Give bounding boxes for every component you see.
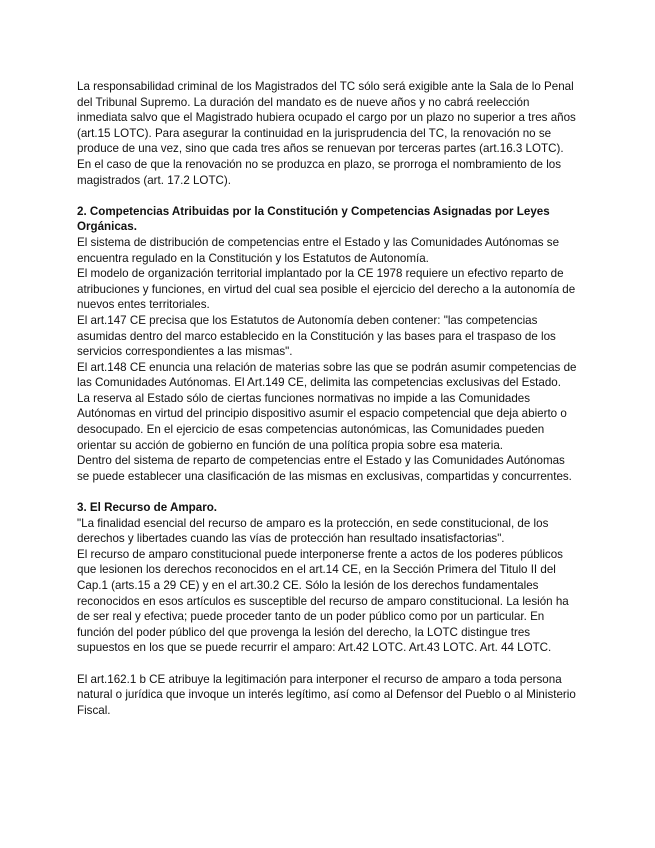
section-2-paragraph-5: La reserva al Estado sólo de ciertas funciones normativas no impide a las Comunidades Autónomas en virtud del principio dispositivo asumir el espacio competencial que deja abierto o desocupado. En el ejercicio de esas competencias autonómicas, las Comunidades pueden orientar su acción de gobierno en función de una política propia sobre esa materia.	[77, 391, 567, 452]
section-3-paragraph-2: El recurso de amparo constitucional puede interponerse frente a actos de los poderes públicos que lesionen los derechos reconocidos en el art.14 CE, en la Sección Primera del Titulo II del Cap.1 (arts.15 a 29 CE) y en el art.30.2 CE. Sólo la lesión de los derechos fundamentales reconocidos en esos artículos es susceptible del recurso de amparo constitucional. La lesión ha de ser real y efectiva; puede proceder tanto de un poder público como por un particular. En función del poder público del que provenga la lesión del derecho, la LOTC distingue tres supuestos en los que se puede recurrir el amparo: Art.42 LOTC. Art.43 LOTC. Art. 44 LOTC.	[77, 547, 569, 655]
section-3-heading: 3. El Recurso de Amparo.	[77, 501, 218, 515]
section-2-paragraph-1: El sistema de distribución de competencias entre el Estado y las Comunidades Autónomas se encuentra regulado en la Constitución y los Estatutos de Autonomía.	[77, 235, 560, 265]
section-2-paragraph-2: El modelo de organización territorial implantado por la CE 1978 requiere un efectivo reparto de atribuciones y funciones, en virtud del cual sea posible el ejercicio del derecho a la autonomía de nuevos entes territoriales.	[77, 267, 576, 312]
paragraph-spacer	[77, 656, 577, 672]
section-3-paragraph-1: "La finalidad esencial del recurso de amparo es la protección, en sede constitucional, de los derechos y libertades cuando las vías de protección han resultado insatisfactorias".	[77, 516, 549, 546]
paragraph-spacer	[77, 188, 577, 204]
section-2-paragraph-3: El art.147 CE precisa que los Estatutos de Autonomía deben contener: "las competencias asumidas dentro del marco establecido en la Constitución y las bases para el traspaso de los servicios correspondientes a las mismas".	[77, 313, 556, 359]
section-2-paragraph-6: Dentro del sistema de reparto de competencias entre el Estado y las Comunidades Autónomas se puede establecer una clasificación de las mismas en exclusivas, compartidas y concurrentes.	[77, 454, 572, 483]
intro-paragraph: La responsabilidad criminal de los Magistrados del TC sólo será exigible ante la Sala de lo Penal del Tribunal Supremo. La duración del mandato es de nueve años y no cabrá reelección inmediata salvo que el Magistrado hubiera ocupado el cargo por un plazo no superior a tres años (art.15 LOTC). Para asegurar la continuidad en la jurisprudencia del TC, la renovación no se produce de una vez, sino que cada tres años se renuevan por terceras partes (art.16.3 LOTC). En el caso de que la renovación no se produzca en plazo, se prorroga el nombramiento de los magistrados (art. 17.2 LOTC).	[77, 80, 576, 187]
document-body	[77, 79, 577, 718]
paragraph-spacer	[77, 484, 577, 500]
section-2-heading: 2. Competencias Atribuidas por la Constitución y Competencias Asignadas por Leyes Orgánicas.	[77, 204, 550, 234]
section-3-closing-paragraph: El art.162.1 b CE atribuye la legitimación para interponer el recurso de amparo a toda persona natural o jurídica que invoque un interés legítimo, así como al Defensor del Pueblo o al Ministerio Fiscal.	[77, 672, 576, 717]
section-2-paragraph-4: El art.148 CE enuncia una relación de materias sobre las que se podrán asumir competencias de las Comunidades Autónomas. El Art.149 CE, delimita las competencias exclusivas del Estado.	[77, 360, 577, 390]
